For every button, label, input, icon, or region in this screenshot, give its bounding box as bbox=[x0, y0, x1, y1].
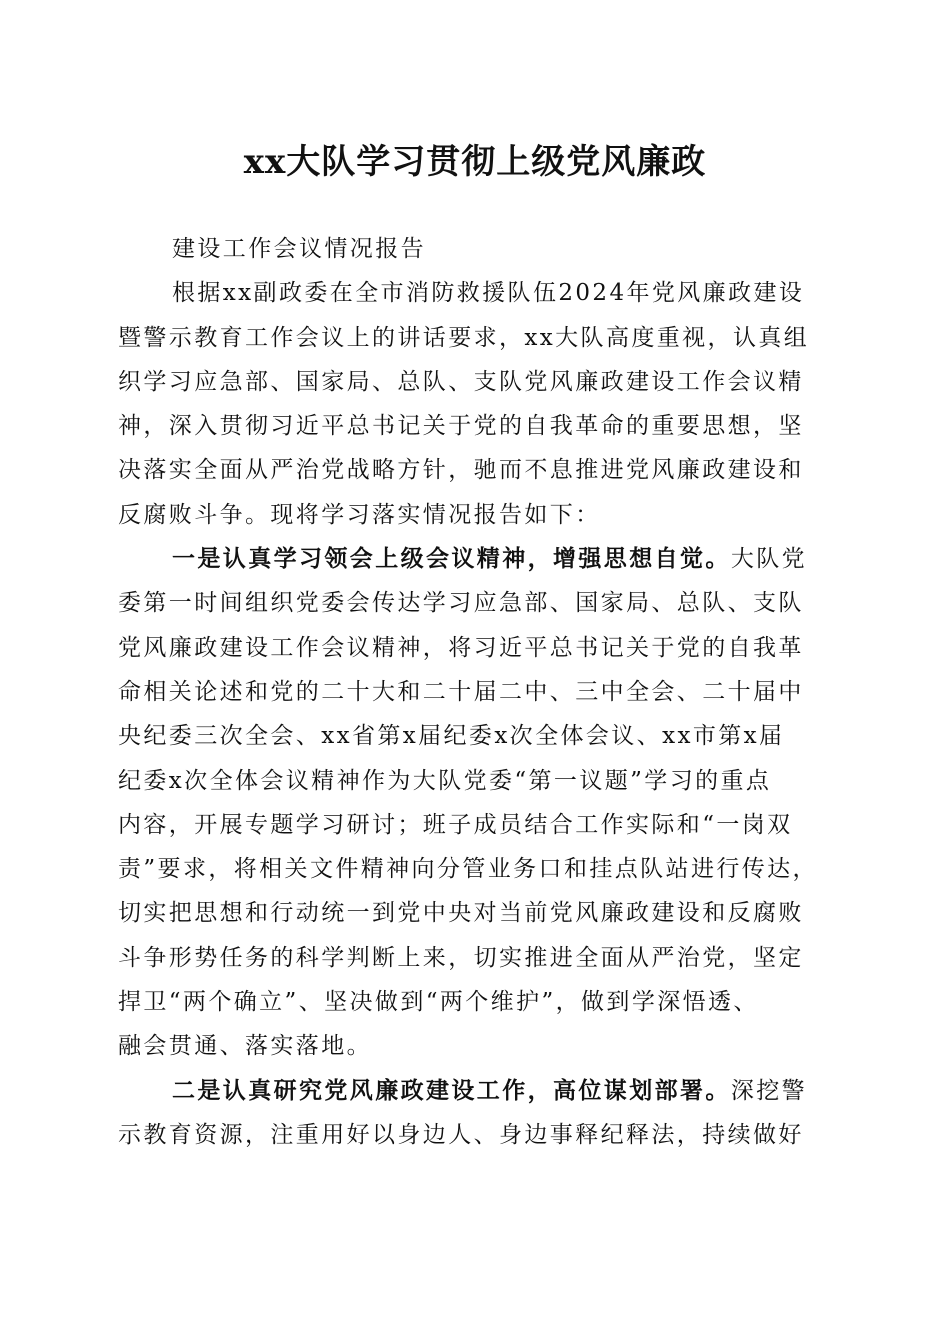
paragraph-2-lead: 一是认真学习领会上级会议精神，增强思想自觉。 bbox=[172, 545, 731, 573]
paragraph-2-line: 党风廉政建设工作会议精神，将习近平总书记关于党的自我革 bbox=[118, 634, 804, 661]
paragraph-2-line: 内容，开展专题学习研讨；班子成员结合工作实际和“一岗双 bbox=[118, 811, 793, 838]
paragraph-3-first-line bbox=[118, 1069, 838, 1113]
paragraph-2-line: 融会贯通、落实落地。 bbox=[118, 1033, 372, 1060]
document-body bbox=[118, 227, 838, 1157]
document-title: xx大队学习贯彻上级党风廉政 bbox=[243, 142, 707, 182]
paragraph-2-line: 命相关论述和党的二十大和二十届二中、三中全会、二十届中 bbox=[118, 678, 804, 705]
subtitle-line: 建设工作会议情况报告 bbox=[172, 236, 426, 262]
paragraph-1-line: 反腐败斗争。现将学习落实情况报告如下： bbox=[118, 501, 601, 528]
paragraph-2-line: 切实把思想和行动统一到党中央对当前党风廉政建设和反腐败 bbox=[118, 900, 804, 927]
paragraph-2-line: 委第一时间组织党委会传达学习应急部、国家局、总队、支队 bbox=[118, 590, 804, 617]
paragraph-1-line: 暨警示教育工作会议上的讲话要求，xx大队高度重视，认真组 bbox=[118, 324, 810, 351]
paragraph-2-first-line bbox=[118, 537, 838, 581]
paragraph-1-line: 根据xx副政委在全市消防救援队伍2024年党风廉政建设 bbox=[172, 280, 805, 307]
paragraph-2-line: 央纪委三次全会、xx省第x届纪委x次全体会议、xx市第x届 bbox=[118, 723, 785, 750]
paragraph-2-line: 责”要求，将相关文件精神向分管业务口和挂点队站进行传达， bbox=[118, 856, 818, 883]
paragraph-2-lead-rest: 大队党 bbox=[730, 546, 808, 573]
paragraph-3-lead-rest: 深挖警 bbox=[730, 1077, 808, 1104]
paragraph-2-line: 纪委x次全体会议精神作为大队党委“第一议题”学习的重点 bbox=[118, 767, 772, 794]
paragraph-1-line: 决落实全面从严治党战略方针，驰而不息推进党风廉政建设和 bbox=[118, 457, 804, 484]
paragraph-2-line: 斗争形势任务的科学判断上来，切实推进全面从严治党，坚定 bbox=[118, 944, 804, 971]
paragraph-2-line: 捍卫“两个确立”、坚决做到“两个维护”，做到学深悟透、 bbox=[118, 989, 759, 1016]
paragraph-3-line: 示教育资源，注重用好以身边人、身边事释纪释法，持续做好 bbox=[118, 1121, 804, 1148]
paragraph-3-lead: 二是认真研究党风廉政建设工作，高位谋划部署。 bbox=[172, 1076, 731, 1104]
paragraph-1-line: 织学习应急部、国家局、总队、支队党风廉政建设工作会议精 bbox=[118, 368, 804, 395]
paragraph-1-line: 神，深入贯彻习近平总书记关于党的自我革命的重要思想，坚 bbox=[118, 413, 804, 440]
